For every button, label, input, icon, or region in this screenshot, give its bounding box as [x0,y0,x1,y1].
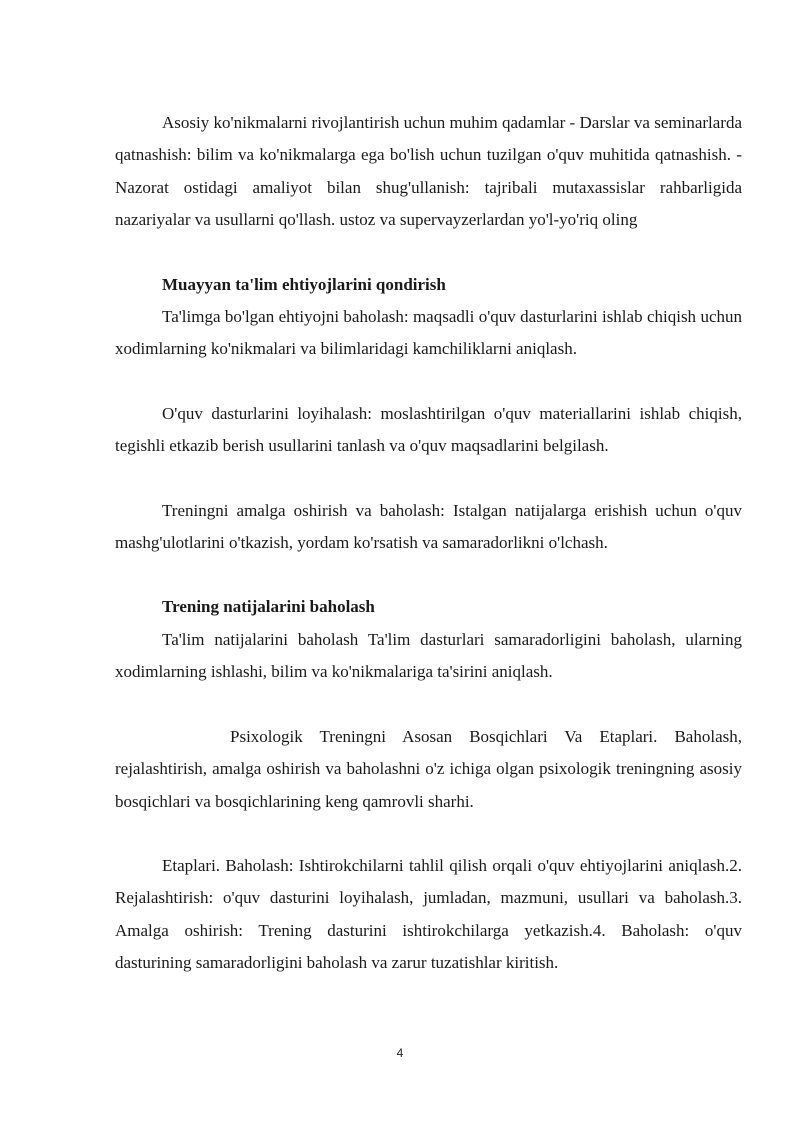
paragraph-key-skills: Asosiy ko'nikmalarni rivojlantirish uchun muhim qadamlar - Darslar va seminarlarda qatnashish: bilim va ko'nikmalarga ega bo'lish uchun tuzilgan o'quv muhitida qatnashish. - Nazorat ostidagi amaliyot bilan shug'ullanish: tajribali mutaxassislar rahbarligida nazariyalar va usullarni qo'llash. ustoz va supervayzerlardan yo'l-yo'riq oling [115,113,742,230]
page-content [115,107,742,980]
page-number: 4 [396,1046,404,1060]
paragraph-curriculum-design: O'quv dasturlarini loyihalash: moslashtirilgan o'quv materiallarini ishlab chiqish, tegishli etkazib berish usullarini tanlash va o'quv maqsadlarini belgilash. [115,403,742,456]
section-heading-learning-needs: Muayyan ta'lim ehtiyojlarini qondirish [162,274,446,294]
paragraph-needs-assessment: Ta'limga bo'lgan ehtiyojni baholash: maqsadli o'quv dasturlarini ishlab chiqish uchun xodimlarning ko'nikmalari va bilimlaridagi kamchiliklarni aniqlash. [115,307,742,359]
paragraph-stages-list: Etaplari. Baholash: Ishtirokchilarni tahlil qilish orqali o'quv ehtiyojlarini aniqlash.2. Rejalashtirish: o'quv dasturini loyihalash, jumladan, mazmuni, usullari va baholash.3. Amalga oshirish: Trening dasturini ishtirokchilarga yetkazish.4. Baholash: o'quv dasturining samaradorligini baholash va zarur tuzatishlar kiritish. [115,855,742,973]
section-heading-training-results: Trening natijalarini baholash [162,597,375,617]
paragraph-training-stages: Psixologik Treningni Asosan Bosqichlari Va Etaplari. Baholash, rejalashtirish, amalga oshirish va baholashni o'z ichiga olgan psixologik treningning asosiy bosqichlari va bosqichlarining keng qamrovli sharhi. [115,726,742,811]
paragraph-results-evaluation: Ta'lim natijalarini baholash Ta'lim dasturlari samaradorligini baholash, ularning xodimlarning ishlashi, bilim va ko'nikmalariga ta'sirini aniqlash. [115,629,742,682]
paragraph-training-delivery: Treningni amalga oshirish va baholash: Istalgan natijalarga erishish uchun o'quv mashg'ulotlarini o'tkazish, yordam ko'rsatish va samaradorlikni o'lchash. [115,500,742,553]
